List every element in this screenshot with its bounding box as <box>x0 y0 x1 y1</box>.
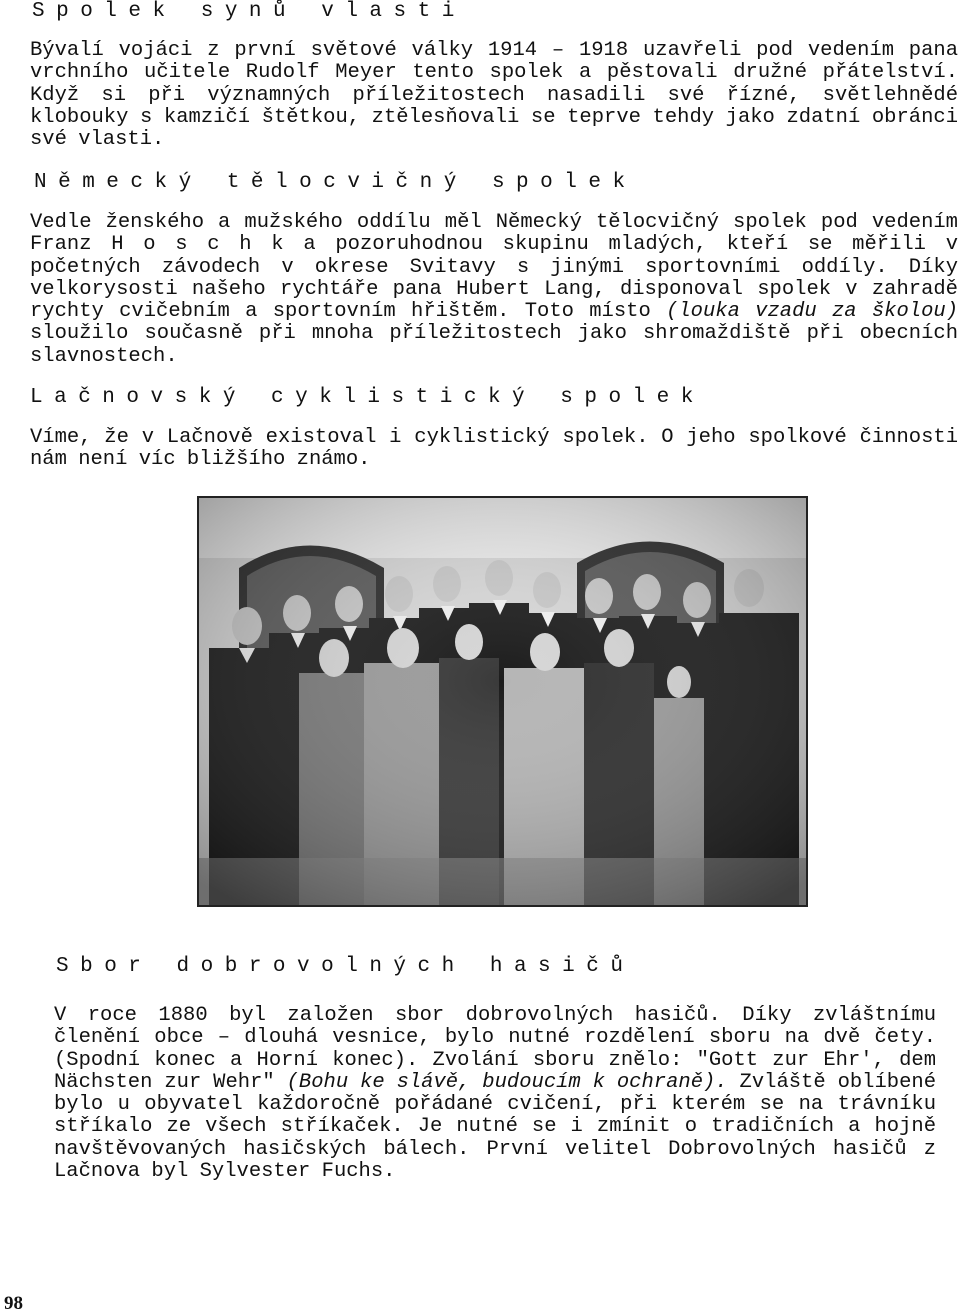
heading-spolek-synu-vlasti: Spolek synů vlasti <box>32 0 466 23</box>
paragraph-text: V roce 1880 byl založen sbor dobrovolných hasičů. Díky zvláštnímu členění obce – dlouhá vesnice, bylo nutné rozdělení sboru na dvě čety. (Spodní konec a Horní konec). Zvolání sboru znělo: "Gott zur Ehr', dem Nächsten zur Wehr" <box>54 1004 936 1094</box>
paragraph-text: Zvláště oblíbené bylo u obyvatel každoročně pořádané cvičení, při kterém se na trávníku stříkalo ze všech stříkaček. Je nutné se i zmínit o tradičních a hojně navštěvovaných hasičských bálech. První velitel Dobrovolných hasičů z Lačnova byl Sylvester Fuchs. <box>54 1070 936 1184</box>
group-photo-image <box>199 498 806 905</box>
paragraph-italic-text: (louka vzadu za školou) <box>666 300 958 324</box>
heading-sbor-dobrovolnych-hasicu: Sbor dobrovolných hasičů <box>56 955 635 978</box>
paragraph-spolek-synu-vlasti: Bývalí vojáci z první světové války 1914 – 1918 uzavřeli pod vedením pana vrchního učitele Rudolf Meyer tento spolek a pěstovali družné přátelství. Když si při významných příležitostech nasadili své řízné, světlehnědé klobouky s kamzičí štětkou, ztělesňovali se teprve tehdy jako zdatní obránci své vlasti. <box>30 39 958 152</box>
group-photo <box>197 496 808 907</box>
paragraph-lacnovsky-cyklisticky-spolek: Víme, že v Lačnově existoval i cyklistický spolek. O jeho spolkové činnosti nám není víc bližšího známo. <box>30 426 958 472</box>
paragraph-italic-text: (Bohu ke slávě, budoucím k ochraně). <box>286 1070 728 1094</box>
heading-nemecky-telocvicny-spolek: Německý tělocvičný spolek <box>34 171 637 194</box>
paragraph-sbor-dobrovolnych-hasicu <box>54 1005 936 1183</box>
heading-lacnovsky-cyklisticky-spolek: Lačnovský cyklistický spolek <box>30 386 705 409</box>
paragraph-text: sloužilo současně při mnoha příležitostech jako shromaždiště při obecních slavnostech. <box>30 322 958 368</box>
paragraph-nemecky-telocvicny-spolek <box>30 212 958 368</box>
page-number: 98 <box>4 1293 23 1314</box>
paragraph-text: Vedle ženského a mužského oddílu měl Německý tělocvičný spolek pod vedením Franz H o s c h k a pozoruhodnou skupinu mladých, kteří se měřili v početných závodech v okrese Svitavy s jinými sportovními oddíly. Díky velkorysosti našeho rychtáře pana Hubert Lang, disponoval spolek v zahradě rychty cvičebním a sportovním hřištěm. Toto místo <box>30 211 958 324</box>
